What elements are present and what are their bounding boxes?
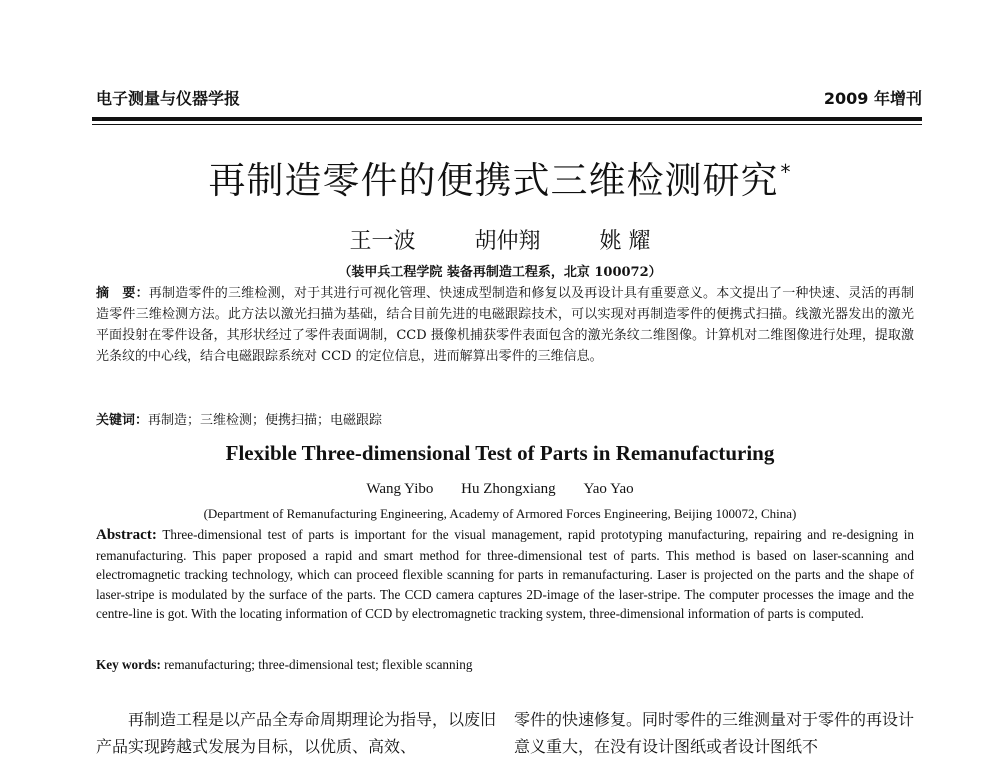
keywords-en-label: Key words:: [96, 657, 161, 672]
affiliation-cn: （装甲兵工程学院 装备再制造工程系，北京 100072）: [338, 265, 662, 280]
header-rule-thin: [92, 124, 922, 125]
abstract-en: [96, 525, 914, 624]
keywords-en: [96, 657, 914, 673]
keywords-cn-text: 再制造；三维检测；便携扫描；电磁跟踪: [148, 413, 383, 428]
body-column-left: 再制造工程是以产品全寿命周期理论为指导，以废旧产品实现跨越式发展为目标，以优质、高效、: [96, 710, 497, 756]
paper-title-en: Flexible Three-dimensional Test of Parts in Remanufacturing: [225, 441, 775, 465]
author-en: Wang Yibo: [366, 481, 434, 497]
abstract-en-text: Three-dimensional test of parts is important for the visual management, rapid prototyping manufacturing, repairing and re-designing in remanufacturing. This paper proposed a rapid and smart method for three-dimensional test of parts. This method is based on laser-scanning and electromagnetic tracking technology, which can proceed flexible scanning for parts in remanufacturing. Laser is projected on the parts and the shape of laser-stripe is modulated by the surface of the parts. The CCD camera captures 2D-image of the laser-stripe. The computer processes the image and the centre-line is got. With the locating information of CCD by electromagnetic tracking system, three-dimensional information of parts is computed.: [96, 527, 914, 621]
keywords-en-text: remanufacturing; three-dimensional test; flexible scanning: [164, 657, 473, 672]
authors-cn: [0, 224, 1000, 255]
title-footnote-mark: *: [780, 160, 792, 184]
authors-en: [0, 481, 1000, 498]
keywords-cn: [96, 409, 914, 428]
affiliation-en: (Department of Remanufacturing Engineering, Academy of Armored Forces Engineering, Beijing 100072, China): [203, 506, 797, 521]
journal-name: 电子测量与仪器学报: [96, 89, 241, 108]
issue-label: 2009 年增刊: [823, 89, 922, 108]
running-head: [96, 86, 922, 109]
body-column-right: 零件的快速修复。同时零件的三维测量对于零件的再设计意义重大，在没有设计图纸或者设计图纸不: [514, 710, 915, 756]
author-en: Hu Zhongxiang: [461, 481, 556, 497]
header-rule-thick: [92, 117, 922, 121]
abstract-cn-label: 摘 要：: [96, 286, 149, 301]
author-cn: 姚 耀: [599, 229, 651, 254]
abstract-cn-text: 再制造零件的三维检测，对于其进行可视化管理、快速成型制造和修复以及再设计具有重要意义。本文提出了一种快速、灵活的再制造零件三维检测方法。此方法以激光扫描为基础，结合目前先进的电磁跟踪技术，可以实现对再制造零件的便携式扫描。线激光器发出的激光平面投射在零件设备，其形状经过了零件表面调制，CCD 摄像机捕获零件表面包含的激光条纹二维图像。计算机对二维图像进行处理，提取激光条纹的中心线，结合电磁跟踪系统对 CCD 的定位信息，进而解算出零件的三维信息。: [96, 286, 914, 364]
paper-title-cn: [0, 150, 1000, 204]
abstract-cn: [96, 283, 914, 367]
title-cn-text: 再制造零件的便携式三维检测研究: [208, 159, 779, 202]
author-cn: 王一波: [349, 229, 416, 254]
keywords-cn-label: 关键词：: [96, 413, 149, 428]
author-cn: 胡仲翔: [474, 229, 541, 254]
author-en: Yao Yao: [583, 481, 634, 497]
abstract-en-label: Abstract:: [96, 527, 157, 543]
